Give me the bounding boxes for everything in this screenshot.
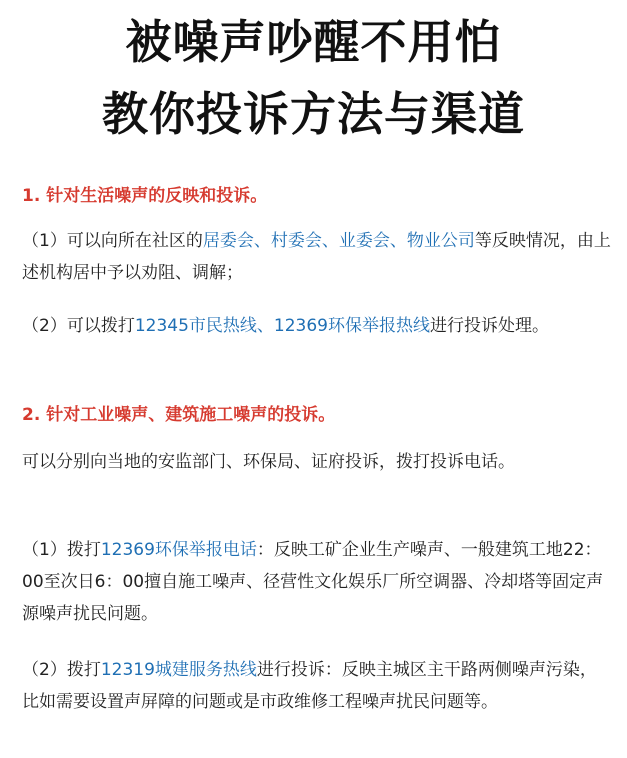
section1-heading: 1. 针对生活噪声的反映和投诉。 [22,186,268,206]
section1-p2-highlight: 12345市民热线、12369环保举报热线 [134,316,430,336]
section2-p2-suffix: 进行投诉：反映主城区主干路两侧噪声污染，比如需要设置声屏障的问题或是市政维修工程噪声扰民问题等。 [22,660,597,712]
section2-p2-highlight: 12319城建服务热线 [100,660,257,680]
section1-paragraph-2 [22,310,612,342]
section2-paragraph-1 [22,534,612,630]
section2-p2-prefix: （2）拨打 [22,660,101,680]
section2-heading: 2. 针对工业噪声、建筑施工噪声的投诉。 [22,405,336,425]
section1-p1-prefix: （1）可以向所在社区的 [22,231,203,251]
title-line-1: 被噪声吵醒不用怕 [125,15,502,69]
section2-p1-highlight: 12369环保举报电话 [100,540,257,560]
section2-intro: 可以分别向当地的安监部门、环保局、证府投诉，拨打投诉电话。 [22,452,515,472]
title-line-2: 教你投诉方法与渠道 [102,87,525,141]
section1-p1-highlight: 居委会、村委会、业委会、物业公司 [202,231,475,251]
section1-p2-prefix: （2）可以拨打 [22,316,135,336]
section2-p1-suffix: ：反映工矿企业生产噪声、一般建筑工地22：00至次日6：00擅自施工噪声、径营性文化娱乐厂所空调器、冷却塔等固定声源噪声扰民问题。 [22,540,604,624]
section1-p2-suffix: 进行投诉处理。 [430,316,549,336]
section1-paragraph-1 [22,225,612,289]
section2-paragraph-2 [22,654,612,718]
section2-p1-prefix: （1）拨打 [22,540,101,560]
section1-p1-suffix: 等反映情况，由上述机构居中予以劝阻、调解； [22,231,611,283]
